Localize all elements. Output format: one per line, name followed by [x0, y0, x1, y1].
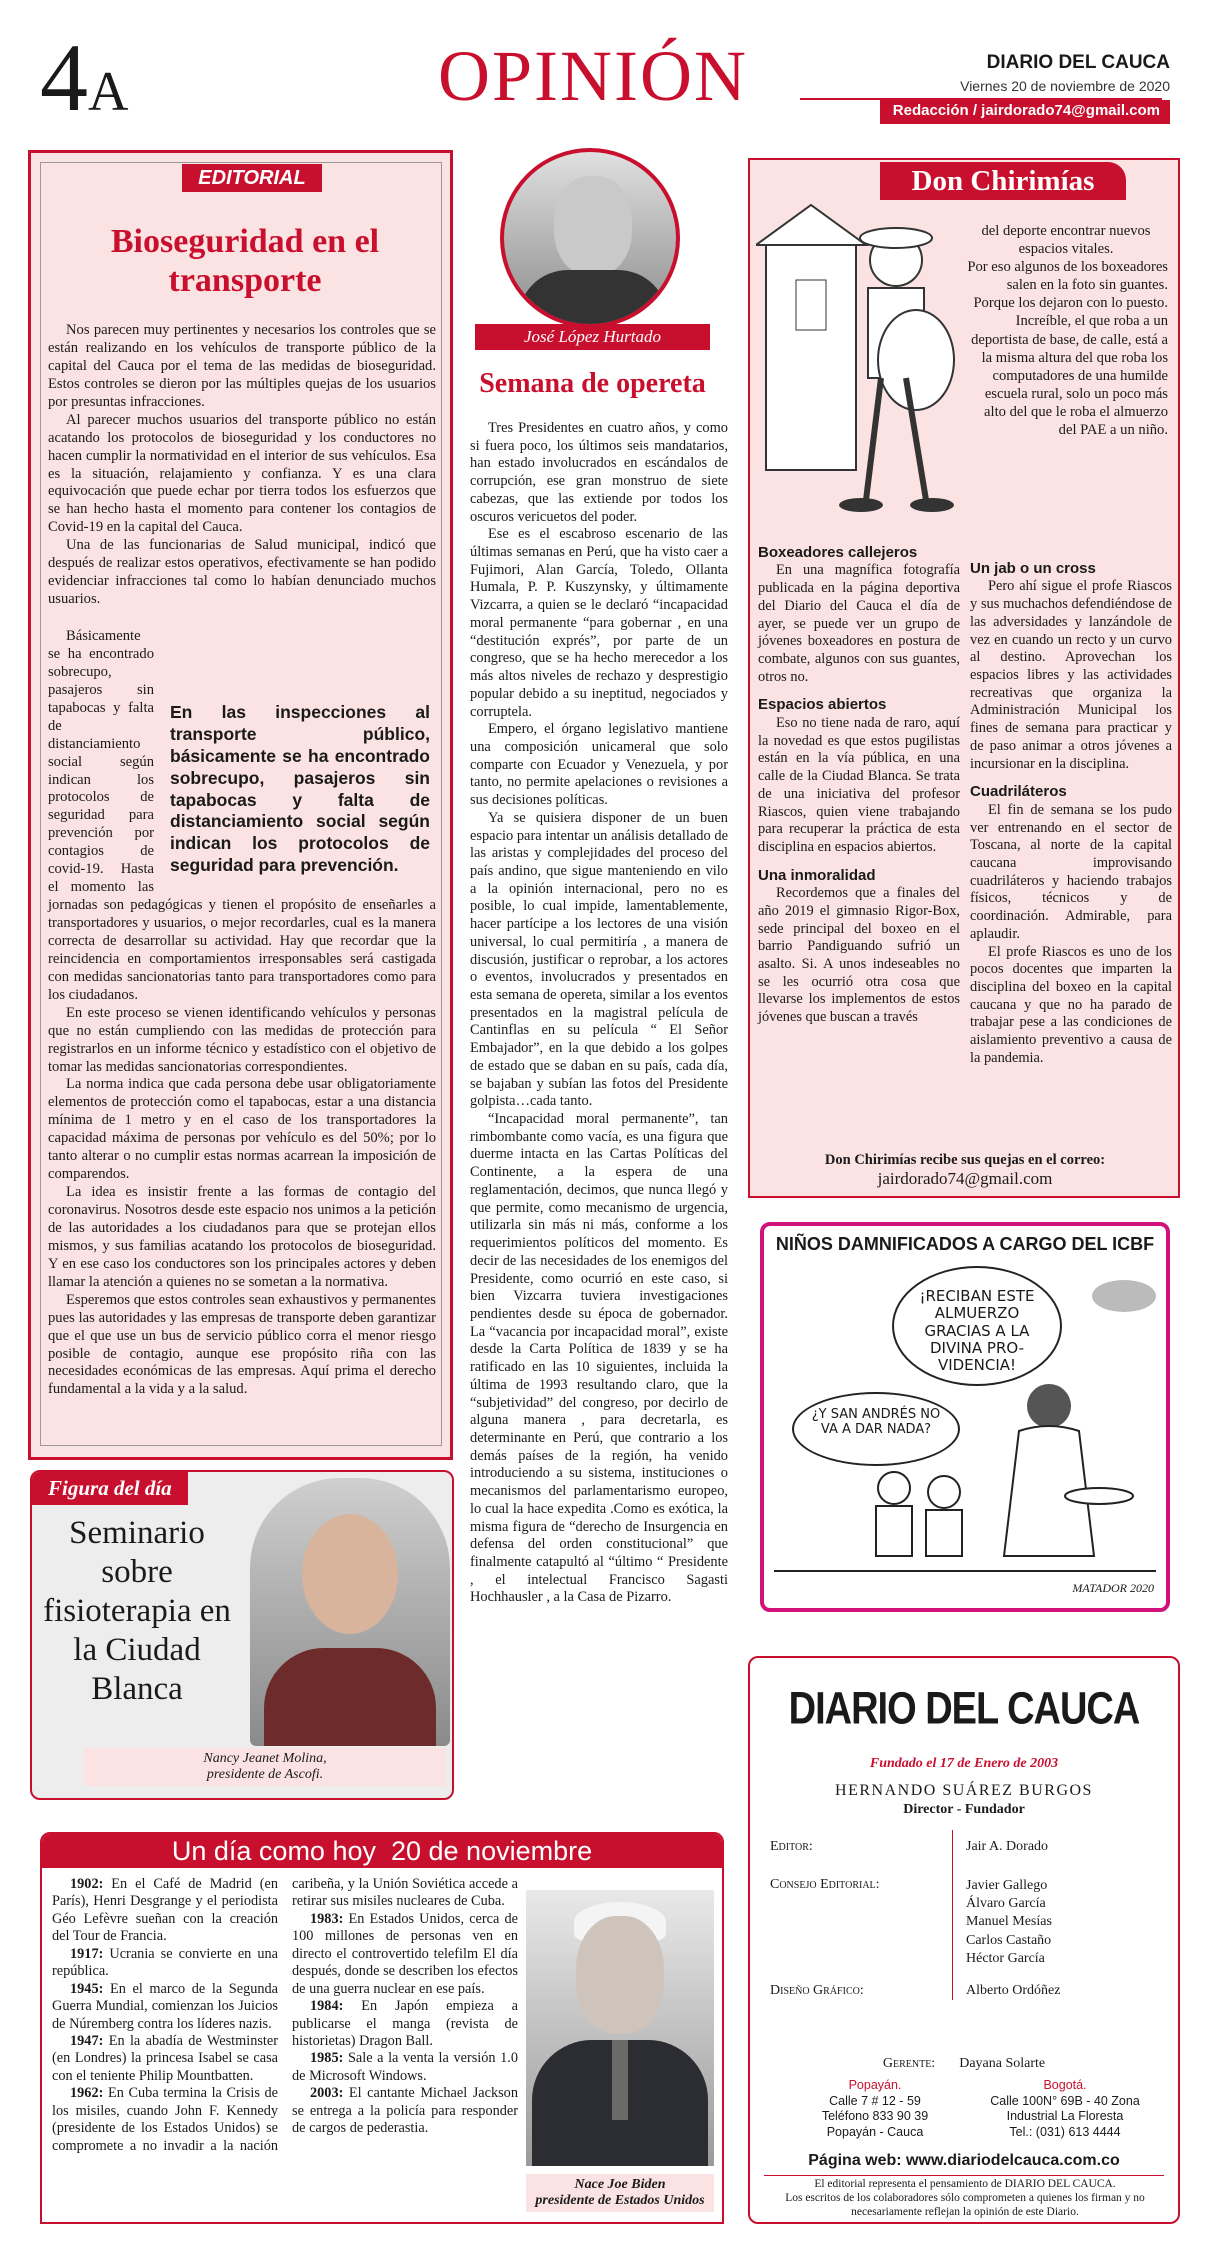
editorial-paragraph: Esperemos que estos controles sean exhaustivos y permanentes pues las autoridades y las empresas de transporte deben garantizar que el que use un bus de servicio público corra el menor riesgo posible de contagio, aunque ese propósito riña con las necesidades económicas de las empresas. Aquí prima el derecho fundamental a la vida y a la salud. — [48, 1291, 436, 1398]
gerente-row: Gerente: Dayana Solarte — [882, 2056, 1046, 2071]
editorial-paragraph: Nos parecen muy pertinentes y necesarios los controles que se están realizando en los vehículos de transporte público de la capital del Cauca por el tema de las medidas de bioseguridad. Estos controles se dieron por las múltiples quejas de los usuarios por presuntas infracciones. — [48, 322, 436, 410]
biden-caption: Nace Joe Biden presidente de Estados Unidos — [526, 2174, 714, 2212]
staff-table — [764, 1836, 1164, 2002]
biden-tie — [612, 2040, 628, 2120]
drummer-illustration — [756, 200, 968, 530]
cartoon-title: NIÑOS DAMNIFICADOS A CARGO DEL ICBF — [775, 1234, 1155, 1254]
author-face — [554, 176, 632, 276]
chirimias-intro — [964, 222, 1168, 439]
biden-photo — [526, 1890, 714, 2166]
masthead-box — [748, 1656, 1180, 2224]
editorial-body-top — [48, 322, 436, 609]
date: Viernes 20 de noviembre de 2020 — [960, 78, 1170, 94]
chirimias-col-left — [758, 544, 960, 1027]
editorial-paragraph: La norma indica que cada persona debe usar obligatoriamente elementos de protección como el tapabocas, estar a una distancia mínima de 1 metro y en el caso de los transportadores la capacidad máxima de personas por vehículo es del 50%; por lo tanto alterar o no cumplir estas normas acarrean la imposición de comparendos. — [48, 1076, 436, 1183]
address-popayan: Popayán. Calle 7 # 12 - 59 Teléfono 833 90 39 Popayán - Cauca — [821, 2078, 929, 2139]
column-paragraph: Empero, el órgano legislativo mantiene una composición unicameral que solo comparte con Ecuador y Venezuela, y por tanto, no permite apelaciones o revisiones a sus decisiones políticas. — [470, 721, 728, 809]
subhead: Cuadriláteros — [970, 783, 1067, 801]
page-number: 4A — [40, 24, 129, 131]
website-link[interactable]: Página web: www.diariodelcauca.com.co — [808, 2152, 1120, 2169]
chirimias-footer: Don Chirimías recibe sus quejas en el correo: jairdorado74@gmail.com — [824, 1152, 1106, 1188]
chirimias-paragraph: Eso no tiene nada de raro, aquí la novedad es que estos pugilistas están en la vía pública, en una calle de la Ciudad Blanca. Se trata de una iniciativa del profesor Riascos, quien viene trabajando para recuperar la práctica de esta disciplina en espacios abiertos. — [758, 714, 960, 855]
editorial-tag: EDITORIAL — [182, 164, 322, 192]
chirimias-col-right — [970, 560, 1172, 1068]
subhead: Una inmoralidad — [758, 866, 876, 884]
editorial-paragraph: La idea es insistir frente a las formas de contagio del coronavirus. Nosotros desde este espacio nos unimos a la petición de las autoridades a los ciudadanos para que se protejan ellos mismos, y sus familias acatando los protocolos de bioseguridad. Y en ese caso los conductores son los principales actores y deben llamar la atención a quienes no se sometan a la normativa. — [48, 1184, 436, 1290]
hoy-item: 2003: El cantante Michael Jackson se entrega a la policía para responder de cargos de pederastia. — [292, 2085, 518, 2137]
hoy-item: 1945: En el marco de la Segunda Guerra Mundial, comienzan los Juicios de Núremberg contra los líderes nazis. — [52, 1980, 279, 2032]
section-title: OPINIÓN — [438, 36, 748, 116]
cartoon-frame — [760, 1222, 1170, 1612]
portrait-face — [302, 1514, 398, 1634]
column-paragraph: Ese es el escabroso escenario de las últimas semanas en Perú, que ha visto caer a Fujimori, Alan García, Toledo, Ollanta Humala, P. P. Kuszynsky, y últimamente Vizcarra, a quien se le declaró “incapacidad moral permanente “para gobernar , en una “destitución exprés”, por parte de un congreso, que se ha hecho merecedor a los más altos niveles de rechazo y desprestigio popular debido a su ineptitud, negociados y corruptela. — [470, 526, 728, 720]
chirimias-intro-line: del deporte encontrar nuevos espacios vitales. — [981, 223, 1151, 258]
disclaimer: El editorial representa el pensamiento de DIARIO DEL CAUCA. Los escritos de los colaboradores sólo comprometen a quienes los firman y no necesariamente reflejan la opinión de este Diario. — [785, 2178, 1145, 2218]
hoy-item: 1917: Ucrania se convierte en una república. — [52, 1945, 278, 1980]
hoy-item: 1947: En la abadía de Westminster (en Londres) la princesa Isabel se casa con el teniente Philip Mountbatten. — [52, 2032, 278, 2084]
chirimias-paragraph: Recordemos que a finales del año 2019 el gimnasio Rigor-Box, sede principal del boxeo en el barrio Pandiguando sufrió un asalto. Si. A unos indeseables no se les ocurrió otra cosa que llevarse los implementos de estos jóvenes que buscan a través — [758, 885, 960, 1026]
column-paragraph: “Incapacidad moral permanente”, tan rimbombante como vacía, es una figura que duerme intacta en las Cartas Políticas del Continente, a la espera de una reglamentación, decimos, que nunca llegó y que permite, como mecanismo de urgencia, utilizarla sin más ni más, conforme a los requerimientos políticos del momento. Es decir de las necesidades de los enemigos del Presidente, como ocurrió en este caso, si bien Vizcarra tuviera investigaciones pendientes desde su época de gobernador. La “vacancia por incapacidad moral”, existe desde la Carta Política de 1839 y se ha ratificado en las 10 siguientes, incluida la última de 1993 resultando claro, que la “subjetividad” del congreso, por decirlo de alguna manera , para decretarla, es determinante en Perú, que contrario a los demás países de la región, ha venido introduciendo a su sistema, instituciones o mecanismos del parlamentarismo europeo, lo cual la hace expedita .Como es exótica, la misma figura de “derecho de Insurgencia en defensa del orden constitucional” que finalmente catapultó al “último “ Presidente , el intelectual Francisco Sagasti Hochhausler , a la Casa de Pizarro. — [470, 1111, 728, 1606]
column-paragraph: Ya se quisiera disponer de un buen espacio para intentar un análisis detallado de las aristas y complejidades del proceso del país andino, que sigue manteniendo en vilo a la opinión internacional, pero no es posible, lo cual impide, lamentablemente, hacer partícipe a los lectores de una visión universal, lo cual permitiría , a manera de discusión, justificar o reprobar, a los actores o eventos, involucrados y presentados en esta semana de opereta, similar a los eventos presentados en la magistral película de Cantinflas en su película “ El Señor Embajador”, en la que debido a los golpes de estado que se daban en su país, cada día, se bajaban y subían las fotos del Presidente golpista…cada tanto. — [470, 809, 728, 1110]
author-suit — [518, 270, 668, 328]
chirimias-paragraph: El fin de semana se los pudo ver entrenando en el sector de Toscana, al norte de la capital caucana improvisando cuadriláteros y haciendo trabajos físicos, técnicos y de coordinación. Admirable, para aplaudir. — [970, 801, 1172, 942]
biden-face — [576, 1916, 664, 2034]
contact-email: Redacción / jairdorado74@gmail.com — [880, 100, 1170, 124]
cartoon-signature: MATADOR 2020 — [1072, 1581, 1154, 1595]
editorial-body-mid — [48, 628, 436, 1399]
chirimias-tag: Don Chirimías — [880, 162, 1126, 200]
masthead-logo: DIARIO DEL CAUCA — [788, 1683, 1140, 1735]
author-name: José López Hurtado — [475, 324, 710, 350]
chirimias-paragraph: En una magnífica fotografía publicada en la página deportiva del Diario del Cauca el día de ayer, se puede ver un grupo de jóvenes boxeadores en postura de combate, algunos con sus guantes, otros no. — [758, 562, 960, 685]
subhead: Boxeadores callejeros — [758, 544, 918, 561]
hoy-item: 1962: En Cuba termina la Crisis de los misiles, cuando John F. Kennedy (presidente de los Estados Unidos) se compromete a no invadir a la nación caribeña, y la Unión Soviética accede a retirar sus misiles nucleares de Cuba. — [52, 1876, 518, 2154]
hoy-item: 1984: En Japón empieza a publicarse el manga (revista de historietas) Dragon Ball. — [292, 1998, 518, 2049]
hoy-item: 1983: En Estados Unidos, cerca de 100 millones de personas ven en directo el controvertido telefilm El día después, donde se describen los efectos de una guerra nuclear en ese país. — [292, 1910, 518, 1997]
editorial-title: Bioseguridad en el transporte — [110, 223, 380, 300]
figura-box — [30, 1470, 454, 1800]
column-title: Semana de opereta — [479, 368, 706, 399]
chirimias-paragraph: Pero ahí sigue el profe Riascos y sus muchachos defendiéndose de las adversidades y lanzándole de vez en cuando un recto y un curvo al destino. Aprovechan los espacios libres y las actividades recreativas que organiza la Administración Municipal los fines de semana para practicar y de paso animar a otros jóvenes a incursionar en la disciplina. — [970, 578, 1172, 772]
chirimias-paragraph: El profe Riascos es uno de los pocos docentes que imparten la disciplina del boxeo en la capital caucana y que no ha parado de trabajar pese a las condiciones de aislamiento preventivo a causa de la pandemia. — [970, 943, 1172, 1066]
founded: Fundado el 17 de Enero de 2003 — [869, 1756, 1059, 1771]
chirimias-intro-para: Por eso algunos de los boxeadores salen en la foto sin guantes. Porque los dejaron con lo puesto. Increíble, el que roba a un deportista de base, de calle, está a la misma altura del que roba los computadores de una humilde escuela rural, solo un poco más alto del que le roba el almuerzo del PAE a un niño. — [967, 259, 1168, 439]
figura-photo — [250, 1478, 450, 1746]
hoy-item: 1902: En el Café de Madrid (en París), Henri Desgrange y el periodista Géo Lefèvre sueñan con la creación del Tour de Francia. — [52, 1876, 278, 1945]
portrait-shoulders — [264, 1648, 436, 1746]
founder: HERNANDO SUÁREZ BURGOS — [835, 1782, 1093, 1799]
address-bogota: Bogotá. Calle 100N° 69B - 40 Zona Industrial La Floresta Tel.: (031) 613 4444 — [990, 2078, 1140, 2139]
author-photo — [500, 148, 680, 328]
staff-row: Consejo Editorial: Javier Gallego Álvaro García Manuel Mesías Carlos Castaño Héctor García — [770, 1877, 1052, 1966]
figura-title: Seminario sobre fisioterapia en la Ciudad Blanca — [43, 1515, 231, 1707]
editorial-paragraph: En este proceso se vienen identificando vehículos y personas que no están cumpliendo con las medidas de protección para registrarlos en un informe técnico y estadístico con el objetivo de tomar las medidas sancionatorias correspondientes. — [48, 1004, 436, 1075]
editorial-paragraph: Al parecer muchos usuarios del transporte público no están acatando los protocolos de bioseguridad y los conductores no hacen cumplir la normatividad en el interior de sus vehículos. Esa es la situación, relajamiento y confianza. Y es una clara equivocación que puede echar por tierra todos los esfuerzos que se han hecho hasta el momento para contener los contagios de Covid-19 en la capital del Cauca. — [48, 411, 436, 536]
pull-quote: En las inspecciones al transporte público, básicamente se ha encontrado sobrecupo, pasajeros sin tapabocas y falta de distanciamiento social según indican los protocolos de seguridad para prevención. — [164, 698, 436, 878]
editorial-paragraph: Básicamente se ha encontrado sobrecupo, pasajeros sin tapabocas y falta de distanciamiento social según indican los protocolos de seguridad para prevención por contagios de covid-19. Hasta el momento las jornadas son pedagógicas y tienen el propósito de enseñarles a transportadores y usuarios, o mejor recordarles, cual es la manera correcta de desarrollar su actividad. Hay que recordar que la reincidencia en comportamientos irresponsables será castigada con medidas sancionatorias tanto para transportadores como para los ciudadanos. — [48, 628, 436, 1003]
subhead: Espacios abiertos — [758, 696, 887, 714]
staff-row: Editor: Jair A. Dorado — [770, 1839, 1049, 1854]
figura-caption: Nancy Jeanet Molina, presidente de Ascofi. — [84, 1748, 446, 1786]
hoy-list — [52, 1876, 518, 2155]
paper-name: DIARIO DEL CAUCA — [986, 52, 1170, 73]
editorial-paragraph: Una de las funcionarias de Salud municipal, indicó que después de realizar estos operativos, efectivamente se han podido evidenciar infracciones tal como lo habían denunciado muchos usuarios. — [48, 537, 436, 608]
figura-tag: Figura del día — [32, 1472, 188, 1505]
web-rule — [764, 2175, 1164, 2176]
hoy-title: Un día como hoy 20 de noviembre — [42, 1834, 722, 1868]
subhead: Un jab o un cross — [970, 560, 1096, 577]
column-paragraph: Tres Presidentes en cuatro años, y como si fuera poco, los últimos seis mandatarios, han estado involucrados en escándalos de corrupción, ese gran monstruo de siete cabezas, que las extiende por todos los oscuros vericuetos del poder. — [470, 420, 728, 525]
cartoon-drawing — [764, 1226, 1166, 1608]
column-body — [470, 420, 728, 1607]
speech-bubble: ¡RECIBAN ESTE ALMUERZO GRACIAS A LA DIVINA PRO-VIDENCIA! — [892, 1266, 1062, 1386]
hoy-item: 1985: Sale a la venta la versión 1.0 de Microsoft Windows. — [292, 2050, 518, 2084]
hoy-box — [40, 1832, 724, 2224]
speech-bubble: ¿Y SAN ANDRÉS NO VA A DAR NADA? — [792, 1392, 960, 1466]
founder-role: Director - Fundador — [903, 1802, 1025, 1817]
staff-row: Diseño Gráfico: Alberto Ordóñez — [770, 1982, 1061, 1998]
